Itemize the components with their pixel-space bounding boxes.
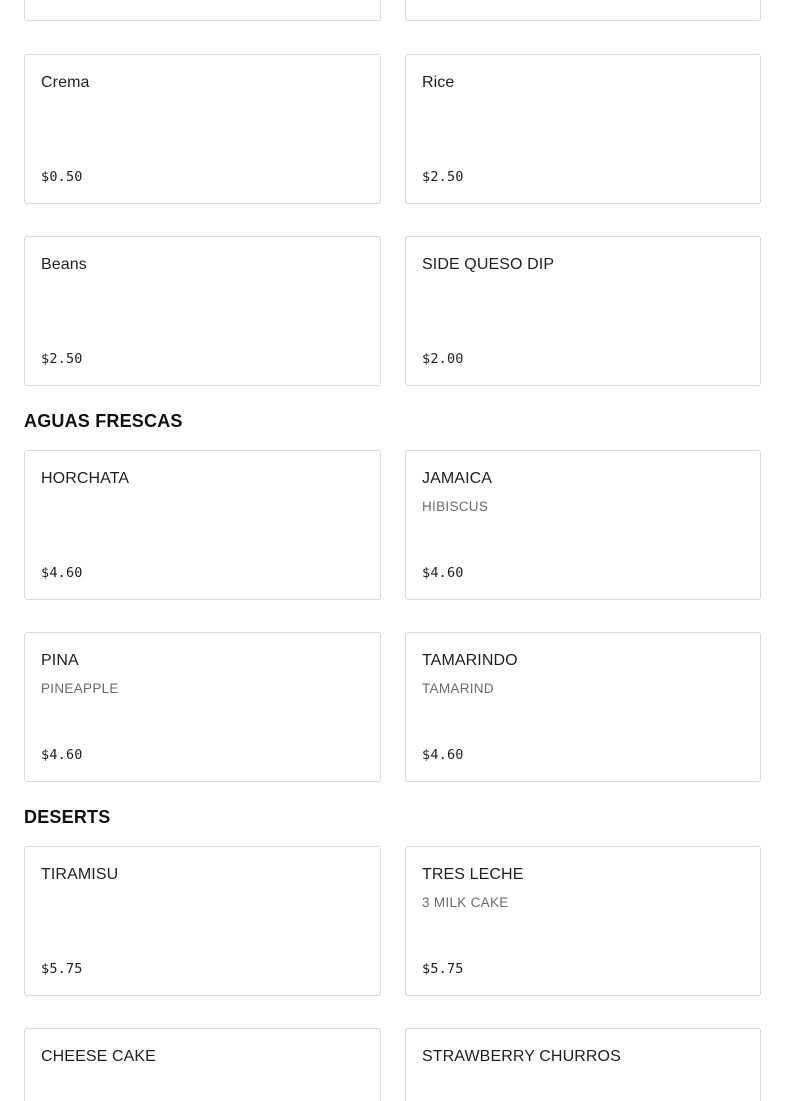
item-price: $4.60 [41, 565, 83, 581]
menu-item-beans[interactable] [24, 236, 381, 386]
item-name: Crema [41, 74, 90, 91]
item-price: $2.50 [422, 169, 464, 185]
item-name: Rice [422, 74, 455, 91]
menu-item-crema[interactable] [24, 54, 381, 204]
menu-item-cheese-cake[interactable] [24, 1028, 381, 1101]
menu-item-horchata[interactable] [24, 450, 381, 600]
section-title-deserts: DESERTS [24, 807, 111, 827]
item-name: STRAWBERRY CHURROS [422, 1048, 621, 1065]
item-description: 3 MILK CAKE [422, 895, 509, 910]
menu-item-strawberry-churros[interactable] [405, 1028, 761, 1101]
section-title-aguas-frescas: AGUAS FRESCAS [24, 411, 183, 431]
item-name: PINA [41, 652, 79, 669]
item-price: $0.50 [41, 169, 83, 185]
item-price: $4.60 [41, 747, 83, 763]
item-price: $5.75 [422, 961, 464, 977]
item-price: $2.00 [422, 351, 464, 367]
menu-item-rice[interactable] [405, 54, 761, 204]
menu-item-tres-leche[interactable] [405, 846, 761, 996]
item-price: $4.60 [422, 747, 464, 763]
item-price: $5.75 [41, 961, 83, 977]
item-price: $4.60 [422, 565, 464, 581]
menu-item-card[interactable] [24, 0, 381, 21]
item-name: TRES LECHE [422, 866, 524, 883]
menu-item-tiramisu[interactable] [24, 846, 381, 996]
menu-item-jamaica[interactable] [405, 450, 761, 600]
menu-item-tamarindo[interactable] [405, 632, 761, 782]
item-description: HIBISCUS [422, 499, 489, 514]
item-name: HORCHATA [41, 470, 130, 487]
item-description: PINEAPPLE [41, 681, 119, 696]
item-name: CHEESE CAKE [41, 1048, 156, 1065]
item-name: TAMARINDO [422, 652, 518, 669]
menu-item-pina[interactable] [24, 632, 381, 782]
item-price: $2.50 [41, 351, 83, 367]
item-name: Beans [41, 256, 87, 273]
menu-item-card[interactable] [405, 0, 761, 21]
item-description: TAMARIND [422, 681, 494, 696]
item-name: TIRAMISU [41, 866, 119, 883]
menu-item-side-queso-dip[interactable] [405, 236, 761, 386]
item-name: JAMAICA [422, 470, 493, 487]
item-name: SIDE QUESO DIP [422, 256, 555, 273]
